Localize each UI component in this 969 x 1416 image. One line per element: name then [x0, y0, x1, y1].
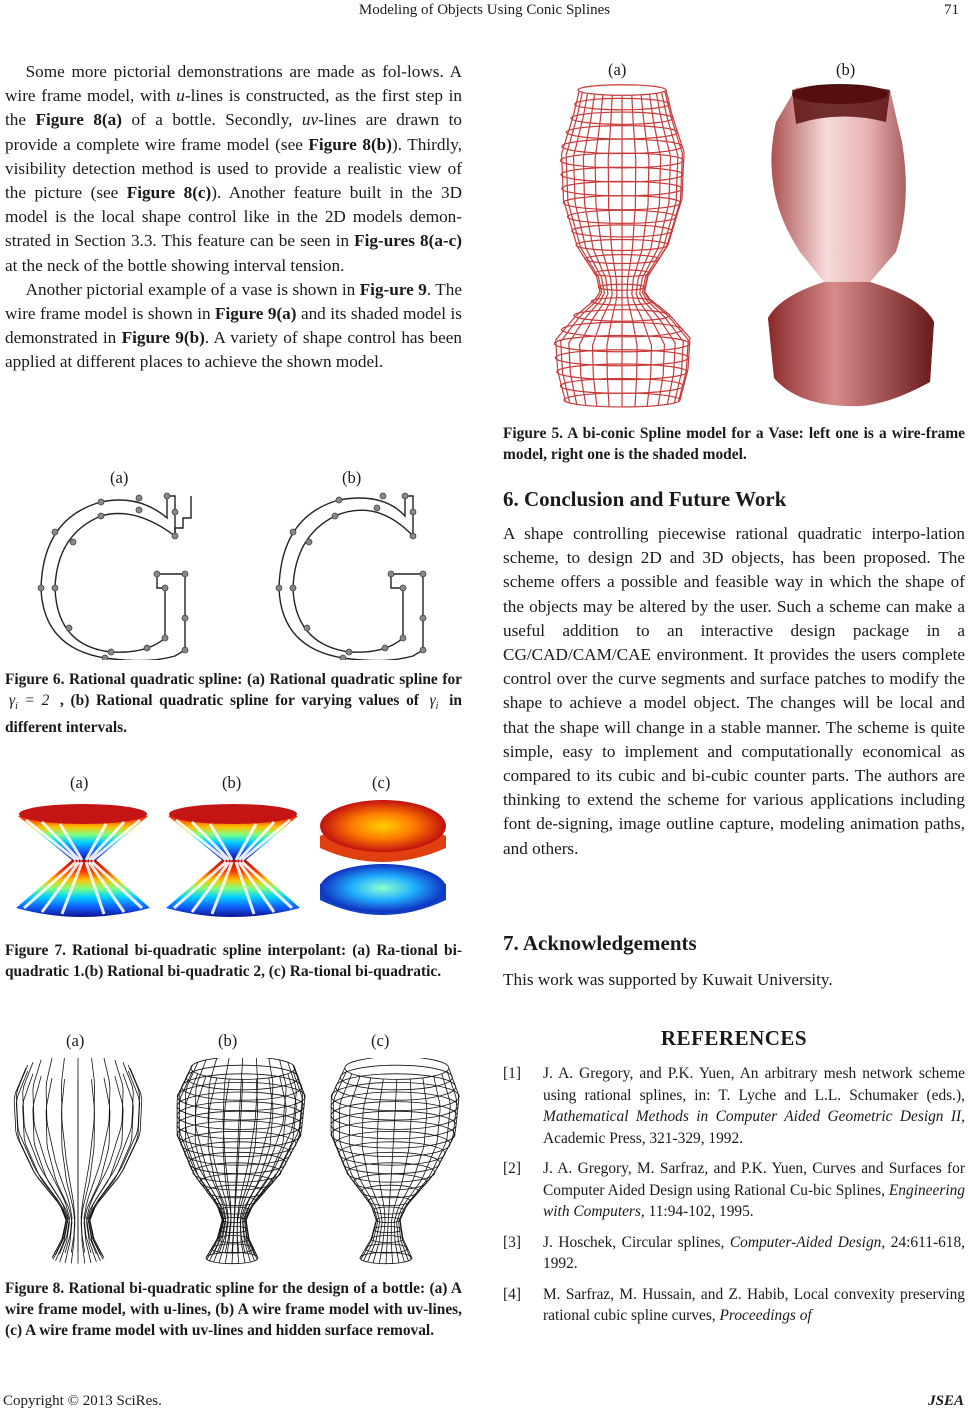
- paragraph-bottle-demo: [5, 60, 462, 278]
- reference-2-run-2: , 11:94-102, 1995.: [640, 1203, 754, 1220]
- paragraph-bottle-demo-run-2: -lines is constructed, as the first step in the: [5, 86, 462, 130]
- fig6-caption-part1: Figure 6. Rational quadratic spline: (a) Rational quadratic spline for: [5, 671, 462, 688]
- reference-1-run-0: J. A. Gregory, and P.K. Yuen, An arbitrary mesh network scheme using rational splines, in: T. Lyche and L.L. Schumaker (eds.),: [543, 1065, 965, 1104]
- fig6-formula-2: [429, 692, 439, 713]
- fig6-gamma-subscript: i: [15, 701, 18, 713]
- left-column: [5, 60, 462, 375]
- fig6-caption-part2: , (b) Rational quadratic spline for varying values of: [60, 692, 426, 709]
- fig8-label-b: (b): [218, 1031, 238, 1050]
- paragraph-bottle-demo-run-1: u: [176, 86, 185, 106]
- paragraph-bottle-demo-run-11: Fig-ures 8(a-c): [354, 231, 462, 251]
- paragraph-vase-demo-run-2: . The wire frame model is shown in: [5, 279, 462, 324]
- fig7-label-c: (c): [372, 773, 391, 792]
- reference-number: [1]: [503, 1065, 521, 1082]
- paragraph-bottle-demo-run-9: Figure 8(c): [126, 183, 212, 203]
- fig7-bi-quadratic-surfaces: [12, 796, 452, 930]
- reference-number: [2]: [503, 1160, 521, 1177]
- reference-text: [543, 1063, 965, 1149]
- fig6-label-b: (b): [342, 468, 362, 487]
- page-number: 71: [944, 2, 959, 18]
- paragraph-bottle-demo-run-0: Some more pictorial demonstrations are made as fol-lows. A wire frame model, with: [5, 62, 462, 106]
- references-list: [503, 1063, 965, 1327]
- paragraph-bottle-demo-run-7: Figure 8(b): [308, 134, 392, 154]
- paragraph-bottle-demo-run-8: ). Thirdly, visibility detection method is used to provide a realistic view of the picture (see: [5, 134, 462, 203]
- fig7-caption: Figure 7. Rational bi-quadratic spline interpolant: (a) Ra-tional bi-quadratic 1.(b) Rational bi-quadratic 2, (c) Ra-tional bi-quadratic.: [5, 942, 462, 980]
- fig6-equation-value: = 2: [17, 692, 50, 709]
- fig7-panel-c: [320, 800, 446, 915]
- paragraph-bottle-demo-run-3: Figure 8(a): [35, 110, 122, 130]
- fig8-panel-c: [331, 1058, 459, 1264]
- fig6-label-a: (a): [110, 468, 129, 487]
- paragraph-vase-demo-run-3: Figure 9(a): [215, 304, 297, 324]
- fig8-bottle-wireframes: [2, 1058, 462, 1268]
- fig7-label-a: (a): [70, 773, 89, 792]
- section6-text: A shape controlling piecewise rational quadratic interpo-lation scheme, to design 2D and 3D objects, has been proposed. The scheme offers a possible and feasible way in which the shape of the objects may be altered by the user. Such a scheme can make a useful addition to an interactive design package in a CG/CAD/CAM/CAE environment. It provides the users complete control over the curve segments and surface patches to modify the shape to achieve a model object. The changes will be local and that the shape will change in a stable manner. The scheme is quite simple, easy to implement and computationally economical as compared to its cubic and bi-cubic counter parts. The authors are thinking to extend the scheme for various applications including font de-signing, image outline capture, modeling animation paths, and others.: [503, 524, 965, 858]
- reference-2-run-1: Engineering with Computers: [543, 1181, 965, 1220]
- references-block: [503, 1026, 965, 1336]
- paragraph-bottle-demo-run-10: ). Another feature built in the 3D model is the local shape control like in the 2D models demon-strated in Section 3.3. This feature can be seen in: [5, 183, 463, 251]
- fig5-shaded-vase: [768, 84, 934, 406]
- reference-text: [543, 1284, 965, 1327]
- paragraph-bottle-demo-run-12: at the neck of the bottle showing interval tension.: [5, 255, 345, 275]
- reference-1-run-2: , Academic Press, 321-329, 1992.: [543, 1108, 965, 1147]
- fig5-caption: Figure 5. A bi-conic Spline model for a Vase: left one is a wire-frame model, right one is the shaded model.: [503, 425, 965, 463]
- references-heading: REFERENCES: [660, 1026, 808, 1050]
- paragraph-bottle-demo-run-6: -lines are drawn to provide a complete wire frame model (see: [5, 110, 462, 154]
- fig6-panel-a: [41, 496, 191, 660]
- section7-block: [503, 931, 965, 992]
- section6-block: [503, 487, 965, 861]
- fig6-caption-block: [5, 669, 462, 738]
- fig8-caption: Figure 8. Rational bi-quadratic spline for the design of a bottle: (a) A wire frame model, with u-lines, (b) A wire frame model with uv-lines, (c) A wire frame model with uv-lines and hidden surface removal.: [5, 1280, 462, 1339]
- section6-heading: 6. Conclusion and Future Work: [503, 487, 787, 511]
- fig6-gamma-symbol: γ: [9, 692, 16, 709]
- reference-item: [503, 1063, 965, 1149]
- reference-number: [3]: [503, 1233, 521, 1251]
- reference-item: [503, 1232, 965, 1275]
- paragraph-vase-demo: [5, 278, 462, 375]
- fig8-panel-a: [14, 1058, 142, 1264]
- fig8-caption-block: [5, 1278, 462, 1341]
- paragraph-vase-demo-run-6: . A variety of shape control has been applied at different places to achieve the shown model.: [5, 328, 462, 372]
- fig5-label-b: (b): [836, 60, 856, 79]
- reference-2-run-0: J. A. Gregory, M. Sarfraz, and P.K. Yuen, Curves and Surfaces for Computer Aided Design using Rational Cu-bic Splines,: [543, 1160, 965, 1199]
- paragraph-bottle-demo-run-4: of a bottle. Secondly,: [121, 110, 302, 130]
- fig7-panel-a: [16, 804, 150, 917]
- reference-4-run-1: Proceedings of: [719, 1307, 812, 1324]
- reference-text: [543, 1158, 965, 1223]
- reference-3-run-1: Computer-Aided Design: [729, 1233, 882, 1251]
- reference-3-run-0: J. Hoschek, Circular splines,: [543, 1233, 730, 1251]
- section7-text: This work was supported by Kuwait University.: [503, 970, 833, 989]
- fig6-caption: [5, 669, 462, 738]
- fig6-panel-b-control-points: [276, 493, 426, 660]
- fig6-formula: [9, 692, 50, 713]
- reference-4-run-0: M. Sarfraz, M. Hussain, and Z. Habib, Local convexity preserving rational cubic spline curves,: [543, 1285, 965, 1324]
- paragraph-vase-demo-run-4: and its shaded model is demonstrated in: [5, 304, 462, 348]
- paragraph-vase-demo-run-1: Fig-ure 9: [359, 279, 427, 299]
- section7-heading: 7. Acknowledgements: [503, 931, 697, 955]
- paragraph-bottle-demo-run-5: uv: [301, 110, 319, 130]
- running-header-title: Modeling of Objects Using Conic Splines: [358, 2, 611, 18]
- reference-item: [503, 1158, 965, 1223]
- footer-copyright: Copyright © 2013 SciRes.: [3, 1393, 162, 1409]
- fig6-gamma-symbol-2: γ: [429, 692, 436, 709]
- reference-number: [4]: [503, 1285, 521, 1303]
- paragraph-vase-demo-run-5: Figure 9(b): [121, 328, 205, 348]
- fig5-label-a: (a): [608, 60, 627, 79]
- fig7-label-b: (b): [222, 773, 242, 792]
- fig6-letter-g-splines: [35, 488, 445, 660]
- reference-1-run-1: Mathematical Methods in Computer Aided Geometric Design II: [543, 1108, 962, 1125]
- paragraph-vase-demo-run-0: Another pictorial example of a vase is shown in: [25, 279, 360, 299]
- fig6-panel-a-control-points: [38, 493, 188, 660]
- reference-text: [543, 1232, 965, 1275]
- fig5-caption-block: [503, 423, 965, 465]
- footer-journal: JSEA: [928, 1393, 964, 1409]
- reference-3-run-2: , 24:611-618, 1992.: [543, 1233, 966, 1272]
- fig6-caption-part3: in different intervals.: [5, 692, 462, 737]
- fig5-vase-models: [530, 82, 962, 414]
- fig6-gamma-subscript-2: i: [435, 701, 439, 713]
- fig8-panel-b: [177, 1058, 305, 1264]
- fig7-panel-b: [166, 804, 300, 917]
- fig5-wireframe-vase: [554, 85, 690, 407]
- fig8-label-a: (a): [66, 1031, 85, 1050]
- fig8-label-c: (c): [371, 1031, 390, 1050]
- fig7-caption-block: [5, 940, 462, 982]
- reference-item: [503, 1284, 965, 1327]
